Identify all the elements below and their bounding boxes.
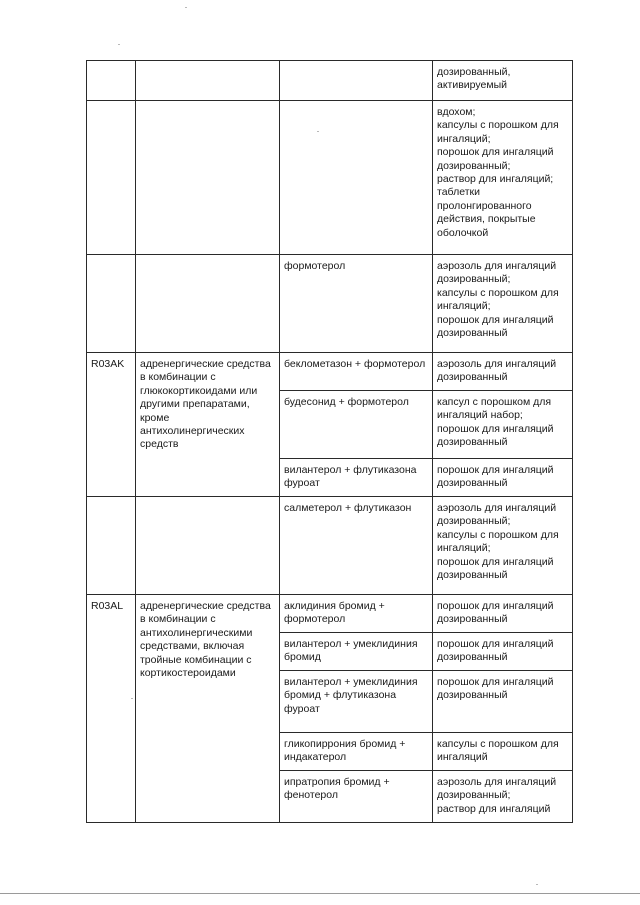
- scan-speck: [185, 7, 187, 8]
- drug-cell: вилантерол + умеклидиния бромид + флутиказона фуроат: [280, 671, 433, 733]
- scan-speck: [118, 44, 120, 45]
- drug-cell: гликопиррония бромид + индакатерол: [280, 733, 433, 771]
- drug-cell: салметерол + флутиказон: [280, 497, 433, 595]
- dosage-forms-cell: аэрозоль для ингаляций дозированный; капсулы с порошком для ингаляций; порошок для ингаляций дозированный: [433, 255, 573, 353]
- group-cell: [136, 101, 280, 255]
- table-row: [87, 497, 573, 595]
- drug-cell: формотерол: [280, 255, 433, 353]
- atc-code-cell: [87, 101, 136, 255]
- drug-cell: [280, 61, 433, 101]
- group-cell: [136, 61, 280, 101]
- table-row: [87, 353, 573, 391]
- drug-cell: аклидиния бромид + формотерол: [280, 595, 433, 633]
- drug-cell: вилантерол + умеклидиния бромид: [280, 633, 433, 671]
- group-cell: адренергические средства в комбинации с антихолинергическими средствами, включая тройные комбинации с кортикостероидами: [136, 595, 280, 823]
- dosage-forms-cell: капсул с порошком для ингаляций набор; порошок для ингаляций дозированный: [433, 391, 573, 459]
- scan-speck: [131, 698, 133, 699]
- dosage-forms-cell: аэрозоль для ингаляций дозированный; раствор для ингаляций: [433, 771, 573, 823]
- group-cell: адренергические средства в комбинации с глюкокортикоидами или другими препаратами, кроме антихолинергических средств: [136, 353, 280, 497]
- atc-code-cell: [87, 61, 136, 101]
- dosage-forms-cell: аэрозоль для ингаляций дозированный: [433, 353, 573, 391]
- drug-cell: беклометазон + формотерол: [280, 353, 433, 391]
- scan-speck: [317, 131, 319, 132]
- table-row: [87, 255, 573, 353]
- group-cell: [136, 497, 280, 595]
- atc-code-cell: [87, 255, 136, 353]
- drug-cell: вилантерол + флутиказона фуроат: [280, 459, 433, 497]
- table-row: [87, 61, 573, 101]
- table-row: [87, 595, 573, 633]
- dosage-forms-cell: порошок для ингаляций дозированный: [433, 671, 573, 733]
- drug-cell: [280, 101, 433, 255]
- atc-code-cell: R03AK: [87, 353, 136, 497]
- drug-cell: будесонид + формотерол: [280, 391, 433, 459]
- drug-cell: ипратропия бромид + фенотерол: [280, 771, 433, 823]
- group-cell: [136, 255, 280, 353]
- dosage-forms-cell: порошок для ингаляций дозированный: [433, 459, 573, 497]
- scan-speck: [536, 884, 538, 885]
- dosage-forms-cell: порошок для ингаляций дозированный: [433, 595, 573, 633]
- dosage-forms-cell: порошок для ингаляций дозированный: [433, 633, 573, 671]
- dosage-forms-cell: капсулы с порошком для ингаляций: [433, 733, 573, 771]
- dosage-forms-cell: аэрозоль для ингаляций дозированный; капсулы с порошком для ингаляций; порошок для ингаляций дозированный: [433, 497, 573, 595]
- scan-edge-line: [0, 893, 640, 894]
- medication-table: [86, 60, 573, 823]
- atc-code-cell: [87, 497, 136, 595]
- dosage-forms-cell: вдохом; капсулы с порошком для ингаляций; порошок для ингаляций дозированный; раствор для ингаляций; таблетки пролонгированного действия, покрытые оболочкой: [433, 101, 573, 255]
- atc-code-cell: R03AL: [87, 595, 136, 823]
- table-row: [87, 101, 573, 255]
- dosage-forms-cell: дозированный, активируемый: [433, 61, 573, 101]
